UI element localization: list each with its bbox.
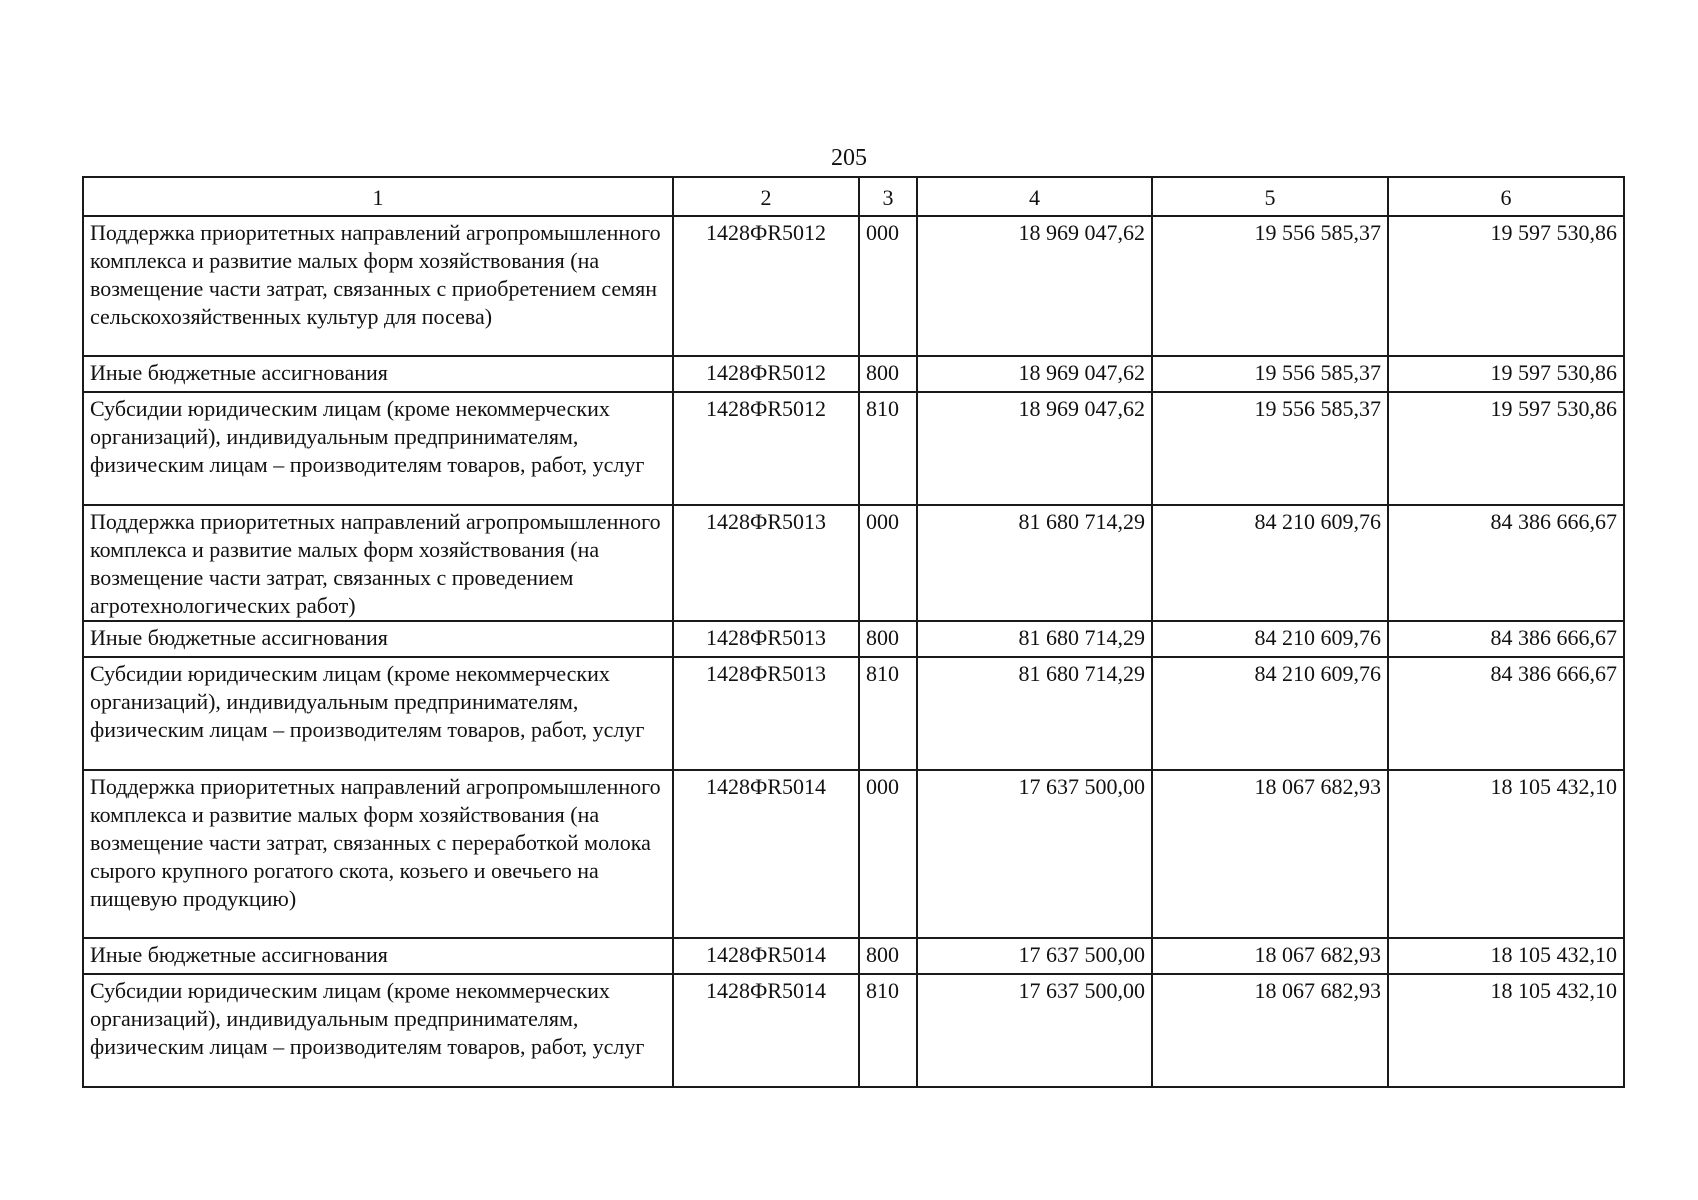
target-article-code: 1428ФR5013 xyxy=(673,505,859,621)
item-name: Поддержка приоритетных направлений агропромышленного комплекса и развитие малых форм хозяйствования (на возмещение части затрат, связанных с переработкой молока сырого крупного рогатого скота, козьего и овечьего на пищевую продукцию) xyxy=(83,770,673,938)
target-article-code: 1428ФR5012 xyxy=(673,392,859,505)
expense-type-code: 000 xyxy=(859,770,917,938)
target-article-code: 1428ФR5014 xyxy=(673,974,859,1087)
amount-col6: 18 105 432,10 xyxy=(1388,938,1624,974)
amount-col5: 19 556 585,37 xyxy=(1152,216,1388,356)
amount-col6: 84 386 666,67 xyxy=(1388,621,1624,657)
amount-col4: 17 637 500,00 xyxy=(917,974,1152,1087)
table-row xyxy=(83,657,1624,770)
item-name: Субсидии юридическим лицам (кроме некоммерческих организаций), индивидуальным предпринимателям, физическим лицам – производителям товаров, работ, услуг xyxy=(83,974,673,1087)
expense-type-code: 800 xyxy=(859,938,917,974)
column-number: 4 xyxy=(917,177,1152,216)
column-number: 5 xyxy=(1152,177,1388,216)
amount-col6: 19 597 530,86 xyxy=(1388,216,1624,356)
table-row xyxy=(83,974,1624,1087)
table-row xyxy=(83,770,1624,938)
amount-col5: 19 556 585,37 xyxy=(1152,392,1388,505)
amount-col5: 18 067 682,93 xyxy=(1152,974,1388,1087)
amount-col4: 18 969 047,62 xyxy=(917,356,1152,392)
table-row xyxy=(83,216,1624,356)
target-article-code: 1428ФR5013 xyxy=(673,621,859,657)
amount-col4: 17 637 500,00 xyxy=(917,770,1152,938)
item-name: Субсидии юридическим лицам (кроме некоммерческих организаций), индивидуальным предпринимателям, физическим лицам – производителям товаров, работ, услуг xyxy=(83,657,673,770)
amount-col4: 17 637 500,00 xyxy=(917,938,1152,974)
column-number: 3 xyxy=(859,177,917,216)
amount-col6: 18 105 432,10 xyxy=(1388,974,1624,1087)
expense-type-code: 810 xyxy=(859,392,917,505)
column-number: 6 xyxy=(1388,177,1624,216)
table-row xyxy=(83,392,1624,505)
expense-type-code: 800 xyxy=(859,621,917,657)
table-row xyxy=(83,938,1624,974)
expense-type-code: 000 xyxy=(859,216,917,356)
amount-col5: 84 210 609,76 xyxy=(1152,657,1388,770)
amount-col4: 81 680 714,29 xyxy=(917,621,1152,657)
target-article-code: 1428ФR5012 xyxy=(673,356,859,392)
amount-col6: 84 386 666,67 xyxy=(1388,505,1624,621)
budget-table xyxy=(82,176,1625,1088)
expense-type-code: 810 xyxy=(859,657,917,770)
target-article-code: 1428ФR5013 xyxy=(673,657,859,770)
item-name: Иные бюджетные ассигнования xyxy=(83,938,673,974)
amount-col5: 18 067 682,93 xyxy=(1152,938,1388,974)
item-name: Поддержка приоритетных направлений агропромышленного комплекса и развитие малых форм хозяйствования (на возмещение части затрат, связанных с проведением агротехнологических работ) xyxy=(83,505,673,621)
amount-col4: 81 680 714,29 xyxy=(917,657,1152,770)
amount-col4: 81 680 714,29 xyxy=(917,505,1152,621)
amount-col4: 18 969 047,62 xyxy=(917,216,1152,356)
expense-type-code: 000 xyxy=(859,505,917,621)
column-number: 2 xyxy=(673,177,859,216)
amount-col5: 19 556 585,37 xyxy=(1152,356,1388,392)
target-article-code: 1428ФR5014 xyxy=(673,770,859,938)
table-row xyxy=(83,356,1624,392)
table-row xyxy=(83,505,1624,621)
table-row xyxy=(83,621,1624,657)
amount-col5: 84 210 609,76 xyxy=(1152,621,1388,657)
expense-type-code: 800 xyxy=(859,356,917,392)
amount-col6: 18 105 432,10 xyxy=(1388,770,1624,938)
amount-col6: 19 597 530,86 xyxy=(1388,356,1624,392)
amount-col4: 18 969 047,62 xyxy=(917,392,1152,505)
item-name: Поддержка приоритетных направлений агропромышленного комплекса и развитие малых форм хозяйствования (на возмещение части затрат, связанных с приобретением семян сельскохозяйственных культур для посева) xyxy=(83,216,673,356)
item-name: Иные бюджетные ассигнования xyxy=(83,621,673,657)
amount-col6: 19 597 530,86 xyxy=(1388,392,1624,505)
item-name: Субсидии юридическим лицам (кроме некоммерческих организаций), индивидуальным предпринимателям, физическим лицам – производителям товаров, работ, услуг xyxy=(83,392,673,505)
amount-col5: 84 210 609,76 xyxy=(1152,505,1388,621)
column-number: 1 xyxy=(83,177,673,216)
column-number-row xyxy=(83,177,1624,216)
page-number: 205 xyxy=(831,145,867,171)
item-name: Иные бюджетные ассигнования xyxy=(83,356,673,392)
expense-type-code: 810 xyxy=(859,974,917,1087)
target-article-code: 1428ФR5014 xyxy=(673,938,859,974)
target-article-code: 1428ФR5012 xyxy=(673,216,859,356)
amount-col5: 18 067 682,93 xyxy=(1152,770,1388,938)
amount-col6: 84 386 666,67 xyxy=(1388,657,1624,770)
